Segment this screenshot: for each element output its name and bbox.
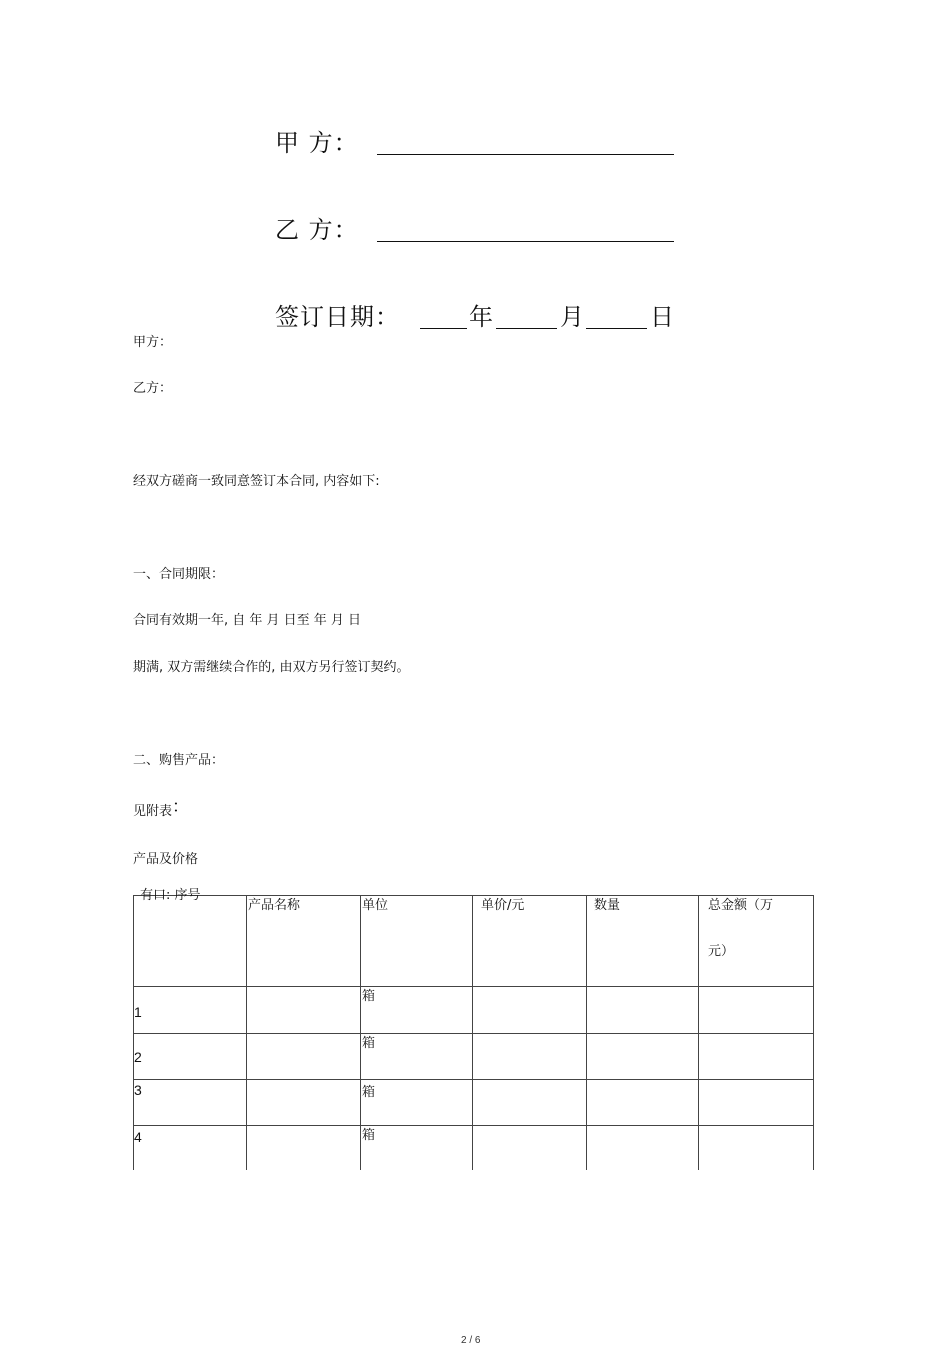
row-2-name-cell[interactable]	[247, 1034, 360, 1079]
sign-date-day-label: 日	[650, 303, 675, 331]
row-1-unit: 箱	[362, 989, 376, 1004]
see-attachment-text: 见附表	[133, 804, 173, 819]
table-col-divider	[813, 895, 814, 1170]
row-2-price-cell[interactable]	[473, 1034, 586, 1079]
row-1-name-cell[interactable]	[247, 987, 360, 1033]
sign-date-label: 签订日期：	[275, 303, 400, 331]
row-4-price-cell[interactable]	[473, 1126, 586, 1170]
header-serial-cell	[134, 888, 246, 910]
row-1-serial: 1	[134, 1004, 142, 1020]
header-unit: 单位	[362, 898, 389, 913]
header-serial: 有口: 序号	[140, 888, 201, 903]
page-indicator: 2 / 6	[461, 1335, 481, 1346]
row-3-unit: 箱	[362, 1085, 376, 1100]
row-2-serial: 2	[134, 1049, 142, 1065]
header-unit-price: 单价/元	[481, 898, 525, 913]
intro-paragraph: 经双方磋商一致同意签订本合同, 内容如下:	[133, 474, 380, 489]
section2-title: 二、购售产品：	[133, 753, 225, 768]
table-title: 产品及价格	[133, 852, 199, 867]
party-a-cover-label: 甲 方：	[275, 129, 359, 157]
section1-line2: 期满, 双方需继续合作的, 由双方另行签订契约。	[133, 660, 410, 675]
section1-line1: 合同有效期一年, 自 年 月 日至 年 月 日	[133, 613, 362, 628]
party-a-label: 甲方：	[133, 335, 173, 350]
row-4-serial: 4	[134, 1129, 142, 1145]
sign-date-month-label: 月	[560, 303, 585, 331]
row-4-unit: 箱	[362, 1128, 376, 1143]
see-attachment-colon: ：	[172, 797, 190, 817]
table-col-divider	[360, 895, 361, 1170]
header-quantity: 数量	[594, 898, 621, 913]
row-4-qty-cell[interactable]	[587, 1126, 698, 1170]
row-1-price-cell[interactable]	[473, 987, 586, 1033]
row-3-price-cell[interactable]	[473, 1080, 586, 1125]
row-1-qty-cell[interactable]	[587, 987, 698, 1033]
party-b-label: 乙方：	[133, 381, 173, 396]
section1-title: 一、合同期限：	[133, 567, 225, 582]
party-b-cover-label: 乙 方：	[275, 216, 359, 244]
row-2-unit: 箱	[362, 1036, 376, 1051]
row-2-total-cell[interactable]	[699, 1034, 813, 1079]
header-product-name: 产品名称	[248, 898, 301, 913]
row-4-total-cell[interactable]	[699, 1126, 813, 1170]
header-total-line2: 元）	[708, 944, 735, 959]
row-2-qty-cell[interactable]	[587, 1034, 698, 1079]
row-3-serial: 3	[134, 1082, 142, 1098]
sign-date-year-label: 年	[469, 303, 494, 331]
row-3-total-cell[interactable]	[699, 1080, 813, 1125]
row-3-name-cell[interactable]	[247, 1080, 360, 1125]
header-total-line1: 总金额（万	[708, 898, 774, 913]
row-3-qty-cell[interactable]	[587, 1080, 698, 1125]
row-1-total-cell[interactable]	[699, 987, 813, 1033]
row-4-name-cell[interactable]	[247, 1126, 360, 1170]
